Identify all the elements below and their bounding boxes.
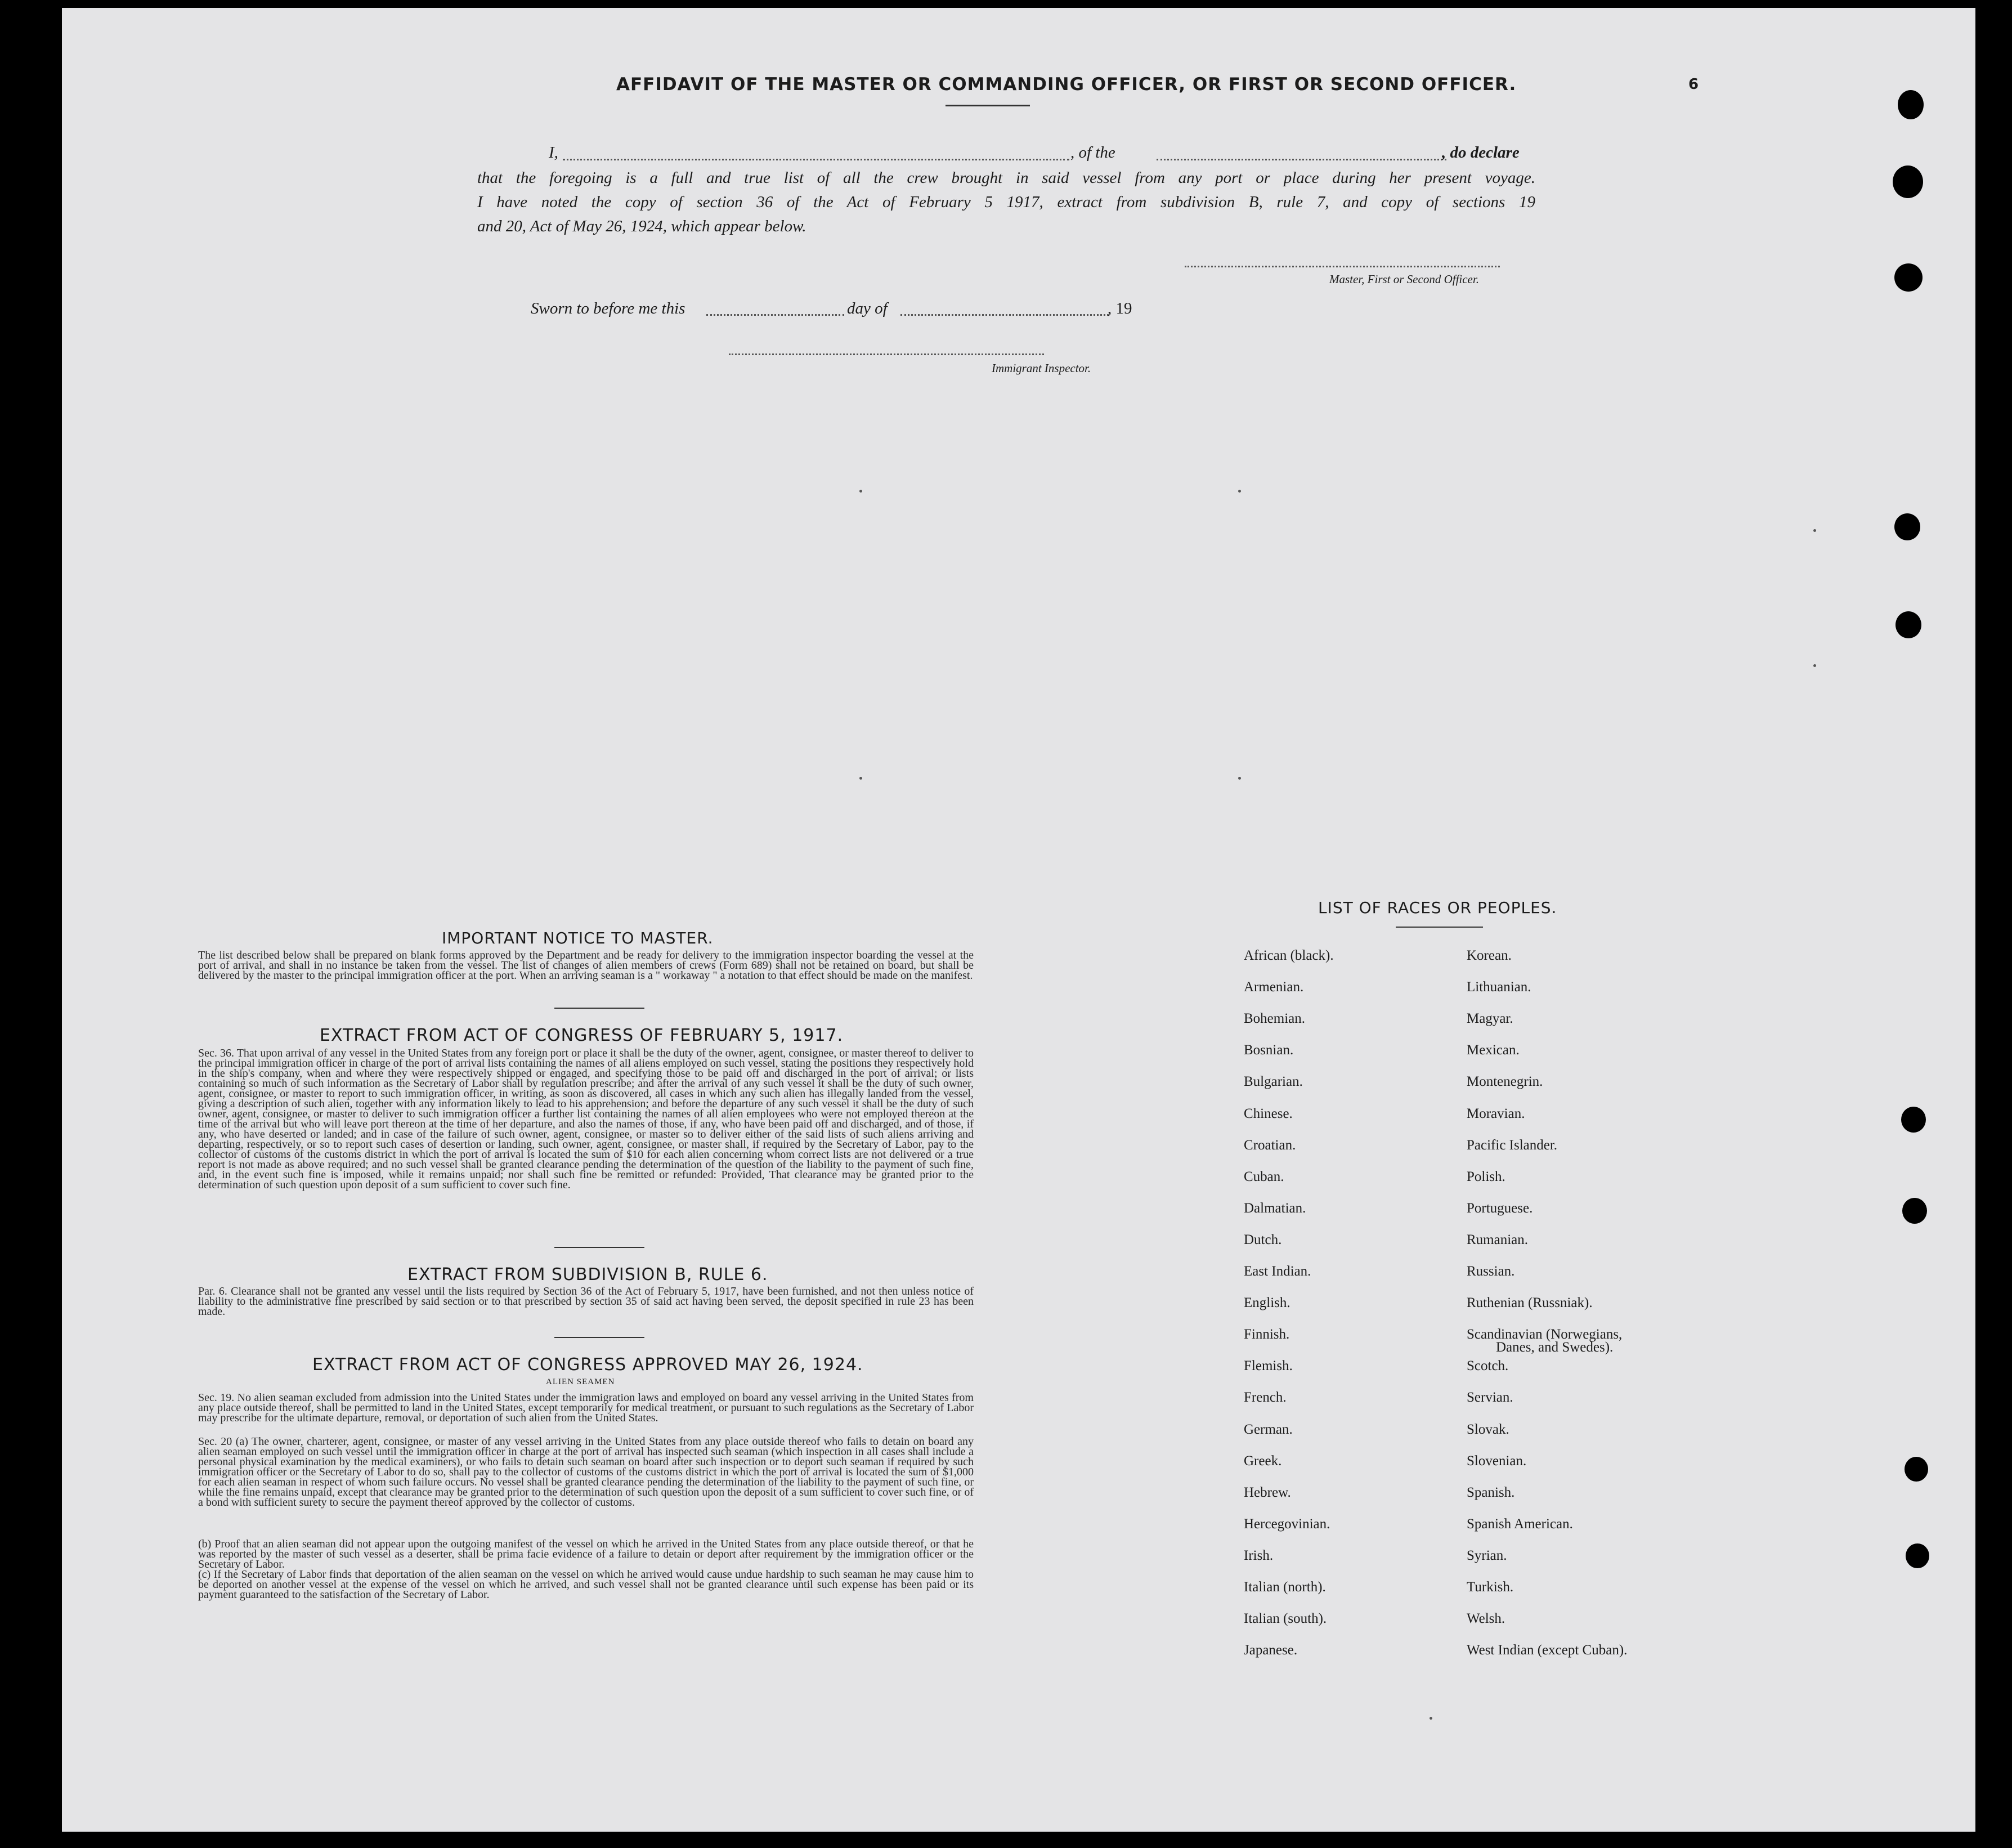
inspector-signature-label: Immigrant Inspector.	[992, 361, 1091, 375]
race-item: German.	[1244, 1422, 1293, 1437]
affidavit-line-3: I have noted the copy of section 36 of the Act of February 5 1917, extract from subdivision B, rule 7, and copy of sections 19	[477, 193, 1535, 211]
race-item-continuation: Danes, and Swedes).	[1496, 1340, 1614, 1355]
section-divider	[554, 1337, 644, 1338]
scan-speck	[859, 777, 862, 780]
race-item: Servian.	[1467, 1390, 1513, 1405]
extract-rule6-title: EXTRACT FROM SUBDIVISION B, RULE 6.	[407, 1265, 768, 1285]
race-item: Spanish American.	[1467, 1516, 1573, 1532]
race-item: Flemish.	[1244, 1358, 1293, 1373]
race-item: Slovak.	[1467, 1422, 1509, 1437]
race-item: Greek.	[1244, 1453, 1282, 1469]
extract-rule6-body: Par. 6. Clearance shall not be granted any vessel until the lists required by Section 36 of the Act of February 5, 1917, have been furnished, and not then unless notice of liability to the administrative fine prescribed by said section or to that prescribed by section 35 of said act having been served, the deposit specified in rule 23 has been made.	[198, 1285, 974, 1318]
master-name-blank[interactable]	[563, 159, 1069, 160]
race-item: Japanese.	[1244, 1643, 1298, 1658]
race-item: Bosnian.	[1244, 1042, 1294, 1058]
notice-title: IMPORTANT NOTICE TO MASTER.	[442, 929, 714, 947]
race-item: West Indian (except Cuban).	[1467, 1643, 1628, 1658]
race-item: Italian (south).	[1244, 1611, 1327, 1626]
race-item: Italian (north).	[1244, 1579, 1326, 1595]
punch-hole	[1901, 1107, 1926, 1133]
punch-hole	[1896, 611, 1921, 638]
scan-speck	[1813, 664, 1816, 667]
race-item: Armenian.	[1244, 979, 1304, 995]
affidavit-line-2: that the foregoing is a full and true list of all the crew brought in said vessel from any port or place during her present voyage.	[477, 169, 1535, 187]
punch-hole	[1902, 1198, 1927, 1224]
race-item: Dalmatian.	[1244, 1201, 1306, 1216]
races-title-underline	[1396, 927, 1483, 928]
race-item: Magyar.	[1467, 1011, 1513, 1026]
race-item: Turkish.	[1467, 1579, 1514, 1595]
race-item: Hercegovinian.	[1244, 1516, 1330, 1532]
race-item: Welsh.	[1467, 1611, 1505, 1626]
vessel-name-blank[interactable]	[1157, 159, 1446, 160]
sworn-day-blank[interactable]	[706, 314, 844, 316]
race-item: English.	[1244, 1295, 1290, 1310]
race-item: Chinese.	[1244, 1106, 1293, 1121]
race-item: Syrian.	[1467, 1548, 1507, 1563]
punch-hole	[1905, 1457, 1928, 1482]
punch-hole	[1906, 1543, 1929, 1568]
race-item: Bohemian.	[1244, 1011, 1306, 1026]
section-divider	[554, 1247, 644, 1248]
race-item: Dutch.	[1244, 1232, 1282, 1247]
race-item: Ruthenian (Russniak).	[1467, 1295, 1593, 1310]
race-item: Scotch.	[1467, 1358, 1509, 1373]
affidavit-i-label: I,	[549, 144, 558, 162]
scan-speck	[1430, 1717, 1432, 1720]
master-signature-label: Master, First or Second Officer.	[1329, 272, 1479, 286]
race-item: Irish.	[1244, 1548, 1274, 1563]
extract-1917-body: Sec. 36. That upon arrival of any vessel in the United States from any foreign port or place it shall be the duty of the owner, agent, consignee, or master thereof to deliver to the principal immigration officer in charge of the port of arrival lists containing the names of all aliens employed on such vessel, stating the positions they respectively hold in the ship's company, when and where they were respectively shipped or engaged, and specifying those to be paid off and discharged in the port of arrival; or lists containing so much of such information as the Secretary of Labor shall by regulation prescribe; and after the arrival of any such vessel it shall be the duty of such owner, agent, consignee, or master to report to such immigration officer, in writing, as soon as discovered, all cases in which any such alien has illegally landed from the vessel, giving a description of such alien, together with any information likely to lead to his apprehension; and before the departure of any such vessel it shall be the duty of such owner, agent, consignee, or master to deliver to such immigration officer a further list containing the names of all alien employees who were not employed thereon at the time of the arrival but who will leave port thereon at the time of her departure, and also the names of those, if any, who have been paid off and discharged, and of those, if any, who have deserted or landed; and in case of the failure of such owner, agent, consignee, or master so to deliver either of the said lists of such aliens arriving and departing, respectively, or so to report such cases of desertion or landing, such owner, agent, consignee, or master shall, if required by the Secretary of Labor, pay to the collector of customs of the customs district in which the port of arrival is located the sum of $10 for each alien concerning whom correct lists are not delivered or a true report is not made as above required; and no such vessel shall be granted clearance pending the determination of the question of the liability to the payment of such fine, and, in the event such fine is imposed, while it remains unpaid; nor shall such fine be remitted or refunded: Provided, That clearance may be granted prior to the determination of such question upon deposit of a sum sufficient to cover such fine.	[198, 1047, 974, 1191]
title-underline	[945, 105, 1030, 106]
page-number: 6	[1688, 76, 1699, 93]
master-signature-line[interactable]	[1185, 266, 1500, 267]
scan-speck	[1238, 490, 1241, 493]
affidavit-of-the-label: , of the	[1070, 144, 1115, 162]
scan-speck	[1813, 529, 1816, 532]
extract-1924-sec20b: (b) Proof that an alien seaman did not appear upon the outgoing manifest of the vessel on which he arrived in the United States from any place outside thereof, or that he was reported by the master of such vessel as a deserter, shall be prima facie evidence of a failure to detain or deport after requirement by the immigration officer or the Secretary of Labor.	[198, 1538, 974, 1570]
extract-1924-title: EXTRACT FROM ACT OF CONGRESS APPROVED MAY 26, 1924.	[312, 1355, 863, 1375]
race-item: Slovenian.	[1467, 1453, 1527, 1469]
race-item: Finnish.	[1244, 1327, 1290, 1342]
race-item: Rumanian.	[1467, 1232, 1529, 1247]
affidavit-declare-label: , do declare	[1442, 144, 1520, 162]
race-item: Croatian.	[1244, 1138, 1296, 1153]
sworn-month-blank[interactable]	[900, 314, 1109, 316]
notice-body: The list described below shall be prepared on blank forms approved by the Department and be ready for delivery to the immigration inspector boarding the vessel at the port of arrival, and shall in no instance be taken from the vessel. The list of changes of alien members of crews (Form 689) shall not be retained on board, but shall be delivered by the master to the principal immigration officer at the port. When an arriving seaman is a " workaway " a notation to that effect should be made on the manifest.	[198, 949, 974, 982]
race-item: Polish.	[1467, 1169, 1505, 1184]
race-item: French.	[1244, 1390, 1287, 1405]
races-title: LIST OF RACES OR PEOPLES.	[1318, 898, 1557, 917]
race-item: Cuban.	[1244, 1169, 1284, 1184]
scan-speck	[1238, 777, 1241, 780]
race-item: Scandinavian (Norwegians,	[1467, 1327, 1623, 1342]
extract-1924-sec20c: (c) If the Secretary of Labor finds that deportation of the alien seaman on the vessel on which he arrived would cause undue hardship to such seaman he may cause him to be deported on another vessel at the expense of the vessel on which he arrived, and such vessel shall not be granted clearance until such expense has been paid or its payment guaranteed to the satisfaction of the Secretary of Labor.	[198, 1568, 974, 1601]
extract-1924-subtitle: ALIEN SEAMEN	[546, 1377, 615, 1386]
section-divider	[554, 1008, 644, 1009]
race-item: Portuguese.	[1467, 1201, 1533, 1216]
inspector-signature-line[interactable]	[729, 354, 1044, 355]
race-item: Pacific Islander.	[1467, 1138, 1558, 1153]
race-item: Montenegrin.	[1467, 1074, 1543, 1089]
race-item: Bulgarian.	[1244, 1074, 1303, 1089]
punch-hole	[1894, 263, 1923, 292]
extract-1924-sec19: Sec. 19. No alien seaman excluded from admission into the United States under the immigration laws and employed on board any vessel arriving in the United States from any place outside thereof, shall be permitted to land in the United States, except temporarily for medical treatment, or pursuant to such regulations as the Secretary of Labor may prescribe for the ultimate departure, removal, or deportation of such alien from the United States.	[198, 1391, 974, 1424]
punch-hole	[1898, 90, 1924, 119]
race-item: Russian.	[1467, 1264, 1515, 1279]
scan-speck	[859, 490, 862, 493]
race-item: Lithuanian.	[1467, 979, 1531, 995]
race-item: Mexican.	[1467, 1042, 1520, 1058]
race-item: Hebrew.	[1244, 1485, 1291, 1500]
sworn-year-label: , 19	[1108, 299, 1132, 317]
race-item: Spanish.	[1467, 1485, 1515, 1500]
punch-hole	[1894, 513, 1920, 540]
sworn-label: Sworn to before me this	[531, 299, 685, 317]
race-item: East Indian.	[1244, 1264, 1311, 1279]
affidavit-title: AFFIDAVIT OF THE MASTER OR COMMANDING OFFICER, OR FIRST OR SECOND OFFICER.	[616, 74, 1517, 95]
punch-hole	[1893, 165, 1923, 198]
affidavit-line-4: and 20, Act of May 26, 1924, which appear below.	[477, 217, 806, 235]
extract-1924-sec20a: Sec. 20 (a) The owner, charterer, agent, consignee, or master of any vessel arriving in the United States from any place outside thereof who fails to detain on board any alien seaman employed on such vessel until the immigration officer in charge at the port of arrival has inspected such seaman (which inspection in all cases shall include a personal physical examination by the medical examiners), or who fails to detain such seaman on board after such inspection or to deport such seaman if required by such immigration officer or the Secretary of Labor to do so, shall pay to the collector of customs of the customs district in which the port of arrival is located the sum of $1,000 for each alien seaman in respect of whom such failure occurs. No vessel shall be granted clearance pending the determination of the liability to the payment of such fine, or while the fine remains unpaid, except that clearance may be granted prior to the determination of such question upon the deposit of a sum sufficient to cover such fine, or of a bond with sufficient surety to secure the payment thereof approved by the collector of customs.	[198, 1435, 974, 1509]
extract-1917-title: EXTRACT FROM ACT OF CONGRESS OF FEBRUARY 5, 1917.	[320, 1026, 844, 1045]
race-item: Moravian.	[1467, 1106, 1525, 1121]
race-item: African (black).	[1244, 948, 1334, 963]
race-item: Korean.	[1467, 948, 1512, 963]
sworn-day-of-label: day of	[847, 299, 888, 317]
